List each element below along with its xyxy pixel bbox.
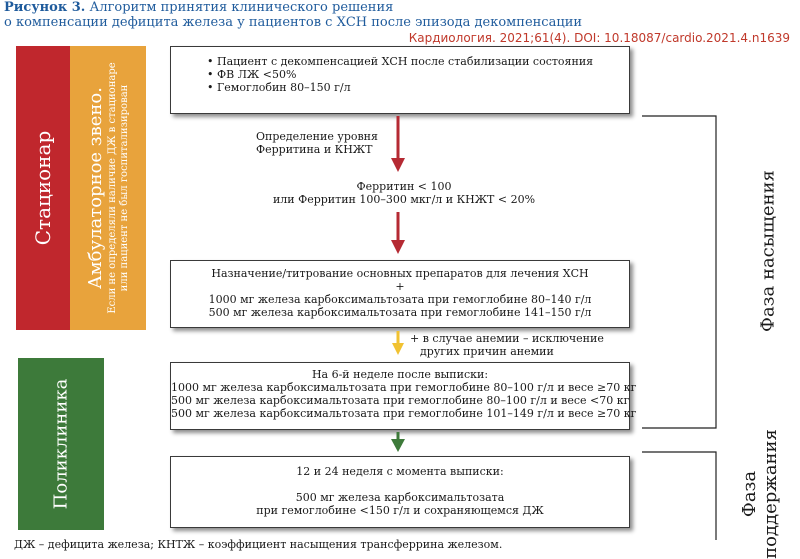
anemia-line-2: других причин анемии <box>420 345 554 358</box>
maintenance-dose: 500 мг железа карбоксимальтозата <box>295 491 505 504</box>
ambulatory-note-1: Если не определяли наличие ДЖ в стационаре <box>107 62 118 314</box>
ferritin-line-1: Ферритин < 100 <box>356 180 452 193</box>
determination-line-1: Определение уровня <box>256 130 378 143</box>
polyclinic-label: Поликлиника <box>50 378 72 510</box>
determination-line-2: Ферритина и КНЖТ <box>256 143 373 156</box>
ambulatory-label: Амбулаторное звено. <box>85 87 106 289</box>
maintenance-phase-line-1: Фаза <box>739 470 760 518</box>
treatment-line: 1000 мг железа карбоксимальтозата при гемоглобине 80–140 г/л <box>208 293 592 306</box>
hospital-label: Стационар <box>31 130 55 246</box>
patient-criterion: • Гемоглобин 80–150 г/л <box>207 81 351 94</box>
figure-label: Рисунок 3. <box>4 0 86 15</box>
patient-criterion: • Пациент с декомпенсацией ХСН после стабилизации состояния <box>207 55 594 68</box>
title-line-1: Алгоритм принятия клинического решения <box>89 0 394 15</box>
treatment-line: 500 мг железа карбоксимальтозата при гемоглобине 141–150 г/л <box>208 306 592 319</box>
maintenance-phase-line-2: поддержания <box>760 429 781 559</box>
anemia-line-1: + в случае анемии – исключение <box>410 332 604 345</box>
patient-criterion: • ФВ ЛЖ <50% <box>207 68 297 81</box>
yellow-arrow-down <box>392 331 404 355</box>
week-6-dose: 500 мг железа карбоксимальтозата при гемоглобине 80–100 г/л и весе <70 кг <box>171 394 630 407</box>
footnote: ДЖ – дефицита железа; КНТЖ – коэффициент насыщения трансферрина железом. <box>14 538 503 551</box>
week-6-dose: 500 мг железа карбоксимальтозата при гемоглобине 101–149 г/л и весе ≥70 кг <box>171 407 637 420</box>
red-arrow-down <box>391 212 405 254</box>
maintenance-heading: 12 и 24 неделя с момента выписки: <box>296 465 504 478</box>
title-line-2: о компенсации дефицита железа у пациентов с ХСН после эпизода декомпенсации <box>4 15 583 30</box>
treatment-plus: + <box>395 280 405 293</box>
maintenance-condition: при гемоглобине <150 г/л и сохраняющемся ДЖ <box>256 504 544 517</box>
maintenance-phase-bracket <box>642 452 716 540</box>
week-6-dose: 1000 мг железа карбоксимальтозата при гемоглобине 80–100 г/л и весе ≥70 кг <box>171 381 637 394</box>
maintenance-phase-label <box>739 429 781 559</box>
ferritin-line-2: или Ферритин 100–300 мкг/л и КНЖТ < 20% <box>272 193 536 206</box>
saturation-phase-bracket <box>642 116 716 428</box>
treatment-line: Назначение/титрование основных препаратов для лечения ХСН <box>211 267 589 280</box>
saturation-phase-label: Фаза насыщения <box>757 170 779 332</box>
week-6-heading: На 6-й неделе после выписки: <box>311 368 489 381</box>
red-arrow-down <box>391 116 405 172</box>
citation: Кардиология. 2021;61(4). DOI: 10.18087/cardio.2021.4.n1639 <box>408 31 790 45</box>
green-arrow-down <box>391 432 405 452</box>
ambulatory-note-2: или пациент не был госпитализирован <box>119 84 130 292</box>
